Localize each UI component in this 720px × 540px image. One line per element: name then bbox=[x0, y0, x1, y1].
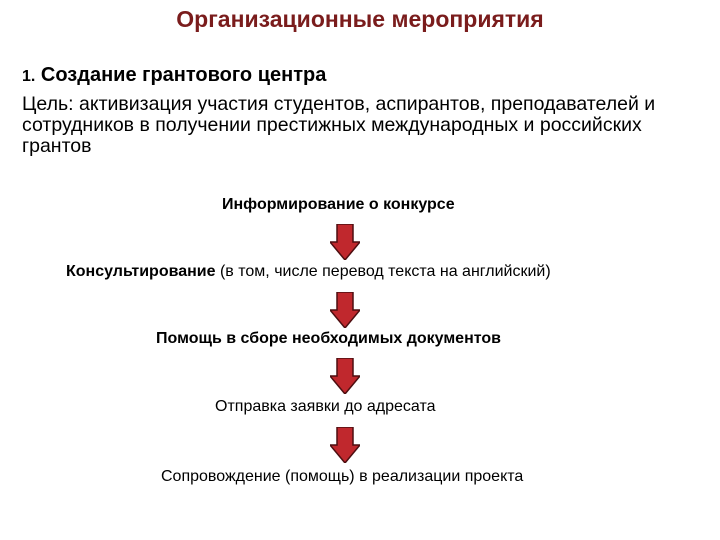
step-consulting-label: Консультирование bbox=[66, 263, 216, 280]
step-support bbox=[161, 468, 523, 486]
step-informing bbox=[222, 196, 455, 214]
step-support-label: Сопровождение (помощь) в реализации проекта bbox=[161, 468, 524, 485]
down-arrow-icon bbox=[330, 427, 360, 463]
down-arrow-icon bbox=[330, 358, 360, 394]
section-heading-text: Создание грантового центра bbox=[40, 64, 327, 86]
down-arrow-icon bbox=[330, 292, 360, 328]
page-title: Организационные мероприятия bbox=[176, 6, 544, 32]
step-documents-label: Помощь в сборе необходимых документов bbox=[156, 330, 501, 347]
step-consulting-note: (в том, числе перевод текста на английский) bbox=[215, 263, 551, 280]
down-arrow-icon bbox=[330, 224, 360, 260]
step-informing-label: Информирование о конкурсе bbox=[222, 196, 455, 213]
section-number: 1. bbox=[22, 68, 36, 85]
section-heading bbox=[22, 64, 326, 87]
step-consulting bbox=[66, 263, 551, 281]
step-documents bbox=[156, 330, 501, 348]
step-sending bbox=[215, 398, 436, 416]
step-sending-label: Отправка заявки до адресата bbox=[215, 398, 436, 415]
goal-text: Цель: активизация участия студентов, аспирантов, преподавателей и сотрудников в получении престижных международных и российских грантов bbox=[22, 93, 656, 157]
